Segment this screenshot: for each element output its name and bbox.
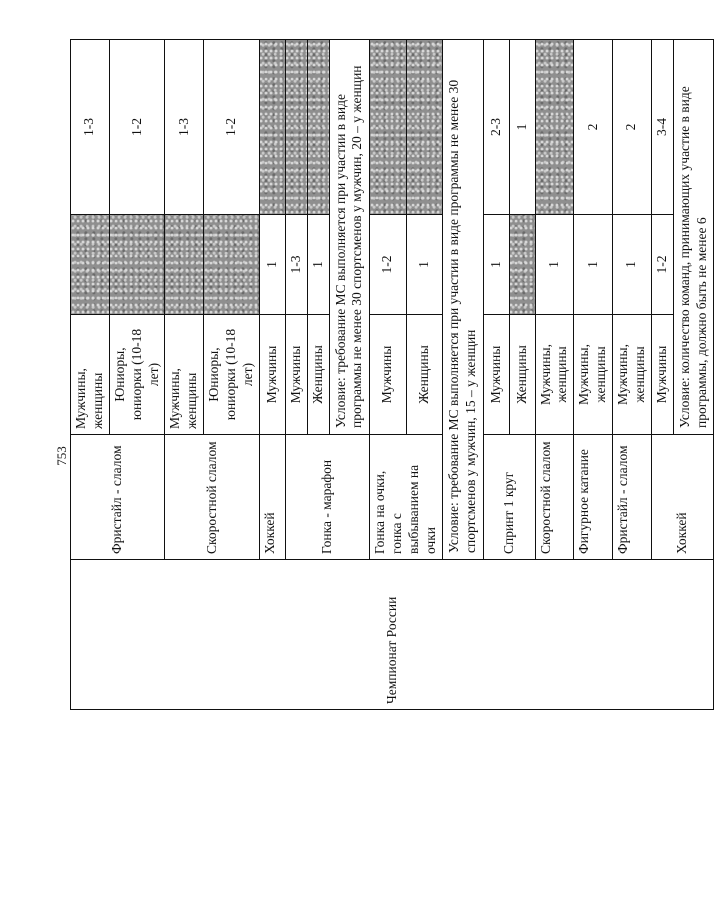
place-cell: 1-3 (71, 40, 110, 215)
place-cell-shaded (535, 40, 574, 215)
place-cell: 1 (259, 215, 285, 315)
condition-note: Условие: количество команд, принимающих участие в виде программы, должно быть не менее 6 (673, 40, 714, 435)
discipline-cell: Гонка - марафон (285, 435, 370, 560)
place-cell-shaded (204, 215, 260, 315)
place-cell: 1 (509, 40, 535, 215)
group-cell: Мужчины (483, 315, 509, 435)
rotated-table-wrapper (70, 40, 709, 710)
group-cell: Мужчины, женщины (71, 315, 110, 435)
page-number: 753 (54, 446, 69, 466)
place-cell: 1 (483, 215, 509, 315)
discipline-cell: Хоккей (259, 435, 285, 560)
condition-note: Условие: требование МС выполняется при участии в виде программы не менее 30 спортсменов у мужчин, 20 – у женщин (329, 40, 370, 435)
group-cell: Женщины (307, 315, 329, 435)
discipline-cell: Фристайл - слалом (613, 435, 652, 560)
place-cell: 1 (613, 215, 652, 315)
group-cell: Мужчины, женщины (165, 315, 204, 435)
condition-note: Условие: требование МС выполняется при участии в виде программы не менее 30 спортсменов у мужчин, 15 – у женщин (442, 40, 483, 560)
group-cell: Женщины (406, 315, 442, 435)
place-cell-shaded (370, 40, 406, 215)
group-cell: Мужчины, женщины (574, 315, 613, 435)
place-cell-shaded (509, 215, 535, 315)
group-cell: Юниоры, юниорки (10-18 лет) (204, 315, 260, 435)
place-cell: 2 (574, 40, 613, 215)
place-cell: 1-2 (651, 215, 673, 315)
group-cell: Мужчины (651, 315, 673, 435)
place-cell-shaded (259, 40, 285, 215)
place-cell: 1-2 (109, 40, 165, 215)
discipline-cell: Гонка на очки, гонка с выбыванием на очки (370, 435, 443, 560)
place-cell: 2-3 (483, 40, 509, 215)
group-cell: Мужчины, женщины (535, 315, 574, 435)
place-cell-shaded (109, 215, 165, 315)
discipline-cell: Скоростной слалом (535, 435, 574, 560)
championship-cell: Чемпионат России (71, 560, 714, 710)
place-cell-shaded (165, 215, 204, 315)
discipline-cell: Скоростной слалом (165, 435, 259, 560)
place-cell: 1-2 (204, 40, 260, 215)
place-cell: 1-3 (285, 215, 307, 315)
group-cell: Мужчины, женщины (613, 315, 652, 435)
place-cell-shaded (406, 40, 442, 215)
discipline-cell: Фристайл - слалом (71, 435, 165, 560)
place-cell: 1 (406, 215, 442, 315)
group-cell: Мужчины (259, 315, 285, 435)
place-cell: 1 (535, 215, 574, 315)
place-cell: 3-4 (651, 40, 673, 215)
place-cell-shaded (285, 40, 307, 215)
discipline-cell: Хоккей (651, 435, 714, 560)
group-cell: Юниоры, юниорки (10-18 лет) (109, 315, 165, 435)
place-cell: 1 (307, 215, 329, 315)
norms-table (70, 39, 714, 710)
discipline-cell: Спринт 1 круг (483, 435, 535, 560)
place-cell: 1 (574, 215, 613, 315)
group-cell: Мужчины (285, 315, 307, 435)
discipline-cell: Фигурное катание (574, 435, 613, 560)
place-cell: 1-2 (370, 215, 406, 315)
group-cell: Женщины (509, 315, 535, 435)
place-cell: 1-3 (165, 40, 204, 215)
place-cell: 2 (613, 40, 652, 215)
place-cell-shaded (71, 215, 110, 315)
group-cell: Мужчины (370, 315, 406, 435)
place-cell-shaded (307, 40, 329, 215)
